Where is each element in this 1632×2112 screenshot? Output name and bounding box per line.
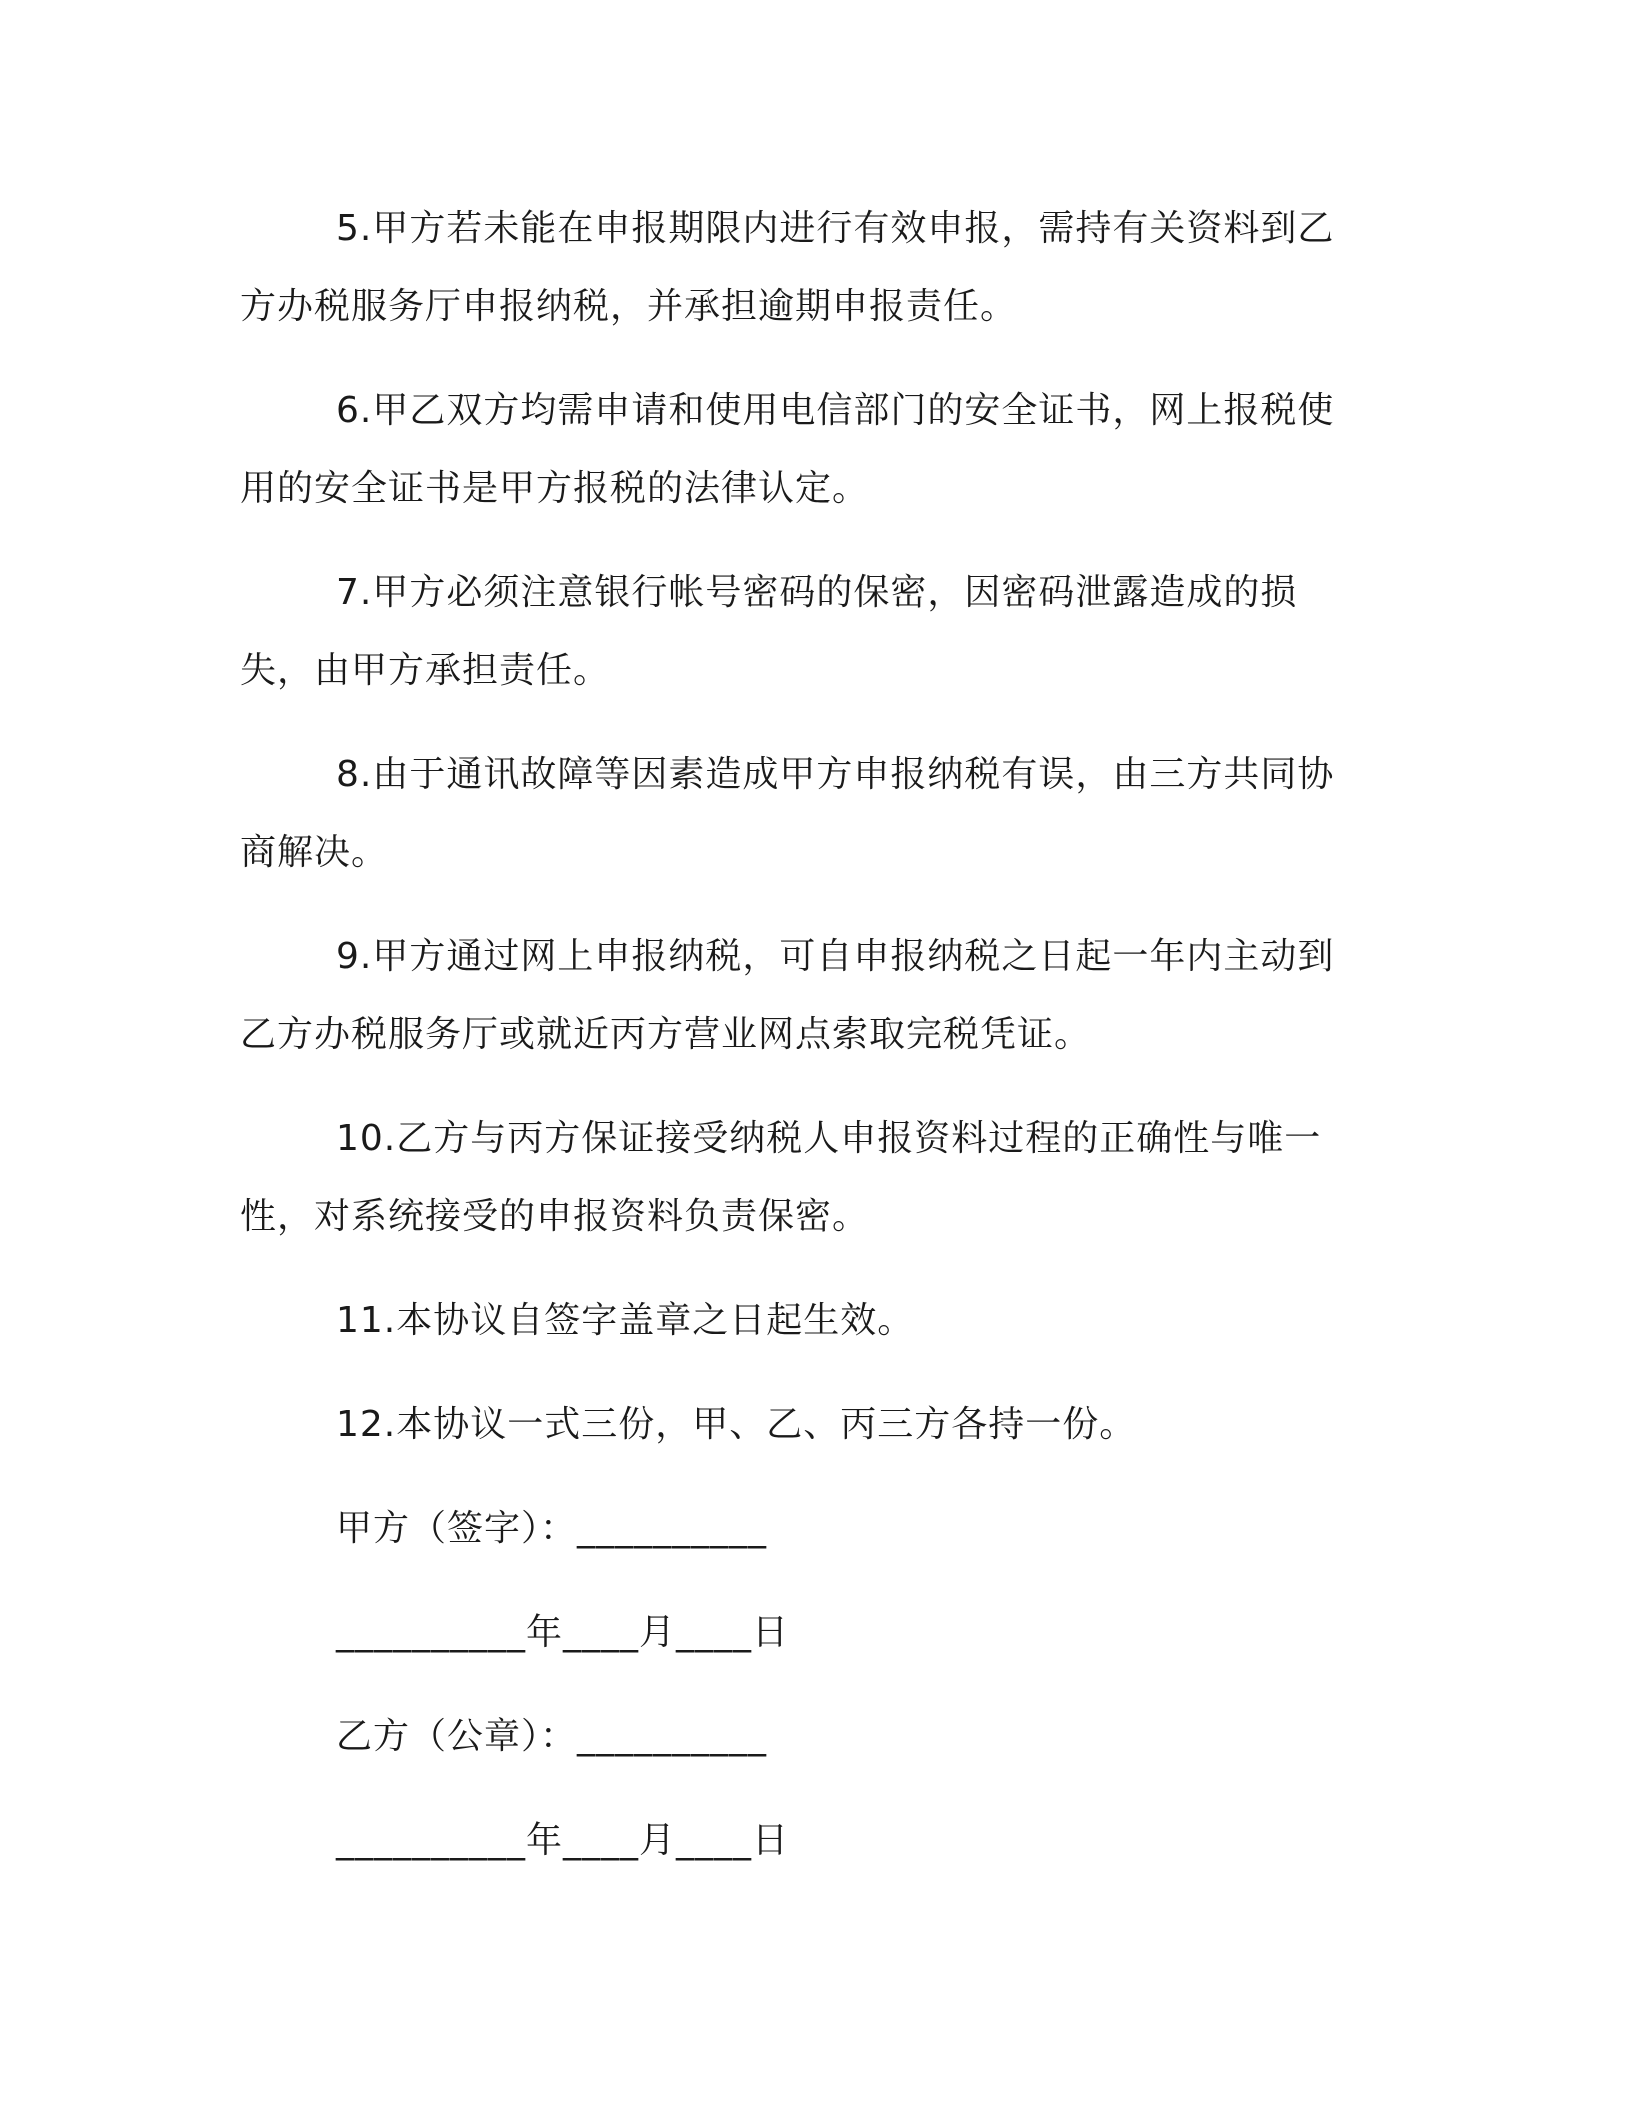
- clause-5: 5.甲方若未能在申报期限内进行有效申报，需持有关资料到乙方办税服务厅申报纳税，并承担逾期申报责任。: [240, 208, 1335, 327]
- party-b-seal-line: 乙方（公章）：__________: [336, 1716, 768, 1757]
- clause-11: 11.本协议自签字盖章之日起生效。: [336, 1300, 915, 1341]
- clause-9: 9.甲方通过网上申报纳税，可自申报纳税之日起一年内主动到乙方办税服务厅或就近丙方营业网点索取完税凭证。: [240, 936, 1335, 1055]
- clause-12: 12.本协议一式三份，甲、乙、丙三方各持一份。: [336, 1404, 1137, 1445]
- document-page: [240, 190, 1370, 1906]
- party-a-date-line: __________年____月____日: [336, 1612, 789, 1653]
- clause-6: 6.甲乙双方均需申请和使用电信部门的安全证书，网上报税使用的安全证书是甲方报税的法律认定。: [240, 390, 1335, 509]
- party-b-date-line: __________年____月____日: [336, 1820, 789, 1861]
- clause-8: 8.由于通讯故障等因素造成甲方申报纳税有误，由三方共同协商解决。: [240, 754, 1335, 873]
- party-a-signature-line: 甲方（签字）：__________: [336, 1508, 768, 1549]
- clause-10: 10.乙方与丙方保证接受纳税人申报资料过程的正确性与唯一性，对系统接受的申报资料负责保密。: [240, 1118, 1322, 1237]
- clause-7: 7.甲方必须注意银行帐号密码的保密，因密码泄露造成的损失，由甲方承担责任。: [240, 572, 1298, 691]
